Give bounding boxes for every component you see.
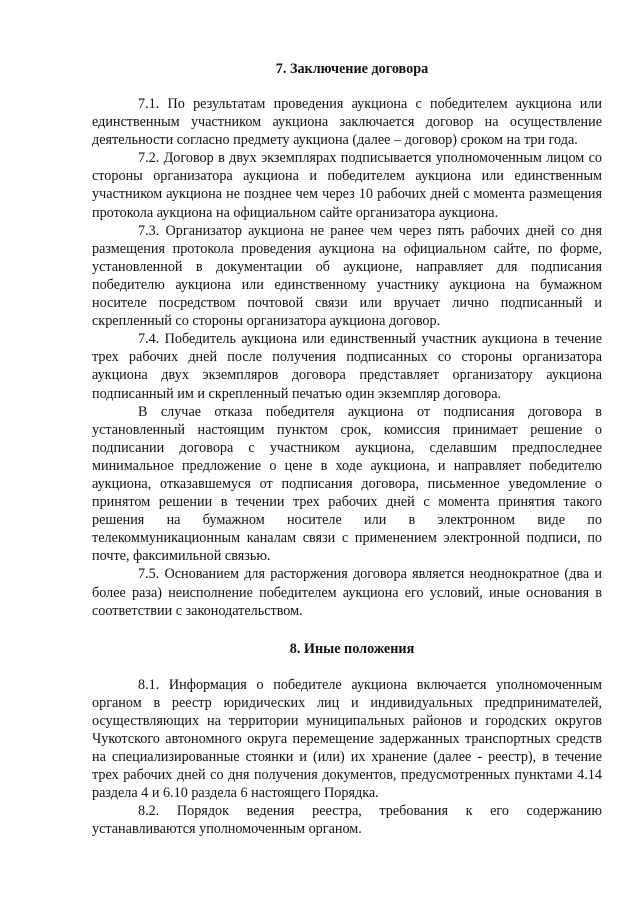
paragraph-8-2: 8.2. Порядок ведения реестра, требования к его содержанию устанавливаются уполномоченным органом. <box>92 803 602 838</box>
section-8-heading: 8. Иные положения <box>289 640 415 657</box>
paragraph-7-4-refusal: В случае отказа победителя аукциона от подписания договора в установленный настоящим пунктом срок, комиссия принимает решение о подписании договора с участником аукциона, сделавшим предпоследнее минимальное предложение о цене в ходе аукциона, и направляет победителю аукциона, отказавшемуся от подписания договора, письменное уведомление о принятом решении в течении трех рабочих дней с момента принятия такого решения на бумажном носителе или в электронном виде по телекоммуникационным каналам связи с применением электронной подписи, по почте, факсимильной связью. <box>92 403 602 565</box>
paragraph-7-1: 7.1. По результатам проведения аукциона с победителем аукциона или единственным участником аукциона заключается договор на осуществление деятельности согласно предмету аукциона (далее – договор) сроком на три года. <box>92 96 602 149</box>
section-7-heading: 7. Заключение договора <box>275 61 429 77</box>
paragraph-7-5: 7.5. Основанием для расторжения договора является неоднократное (два и более раза) неисполнение победителем аукциона его условий, иные основания в соответствии с законодательством. <box>92 566 602 619</box>
paragraph-8-1: 8.1. Информация о победителе аукциона включается уполномоченным органом в реестр юридических лиц и индивидуальных предпринимателей, осуществляющих на территории муниципальных районов и городских округов Чукотского автономного округа перемещение задержанных транспортных средств на специализированные стоянки и (или) их хранение (далее - реестр), в течение трех рабочих дней со дня получения документов, предусмотренных пунктами 4.14 раздела 4 и 6.10 раздела 6 настоящего Порядка. <box>92 676 602 802</box>
paragraph-7-2: 7.2. Договор в двух экземплярах подписывается уполномоченным лицом со стороны организатора аукциона и победителем аукциона или единственным участником аукциона не позднее чем через 10 рабочих дней с момента размещения протокола аукциона на официальном сайте организатора аукциона. <box>92 150 602 221</box>
paragraph-7-4: 7.4. Победитель аукциона или единственный участник аукциона в течение трех рабочих дней после получения подписанных со стороны организатора аукциона двух экземпляров договора представляет организатору аукциона подписанный им и скрепленный печатью один экземпляр договора. <box>92 331 602 402</box>
paragraph-7-3: 7.3. Организатор аукциона не ранее чем через пять рабочих дней со дня размещения протокола проведения аукциона на официальном сайте, по форме, установленной в документации об аукционе, направляет для подписания победителю аукциона или единственному участнику аукциона на бумажном носителе посредством почтовой связи или вручает лично подписанный и скрепленный со стороны организатора аукциона договор. <box>92 222 602 330</box>
document-page <box>92 60 602 839</box>
